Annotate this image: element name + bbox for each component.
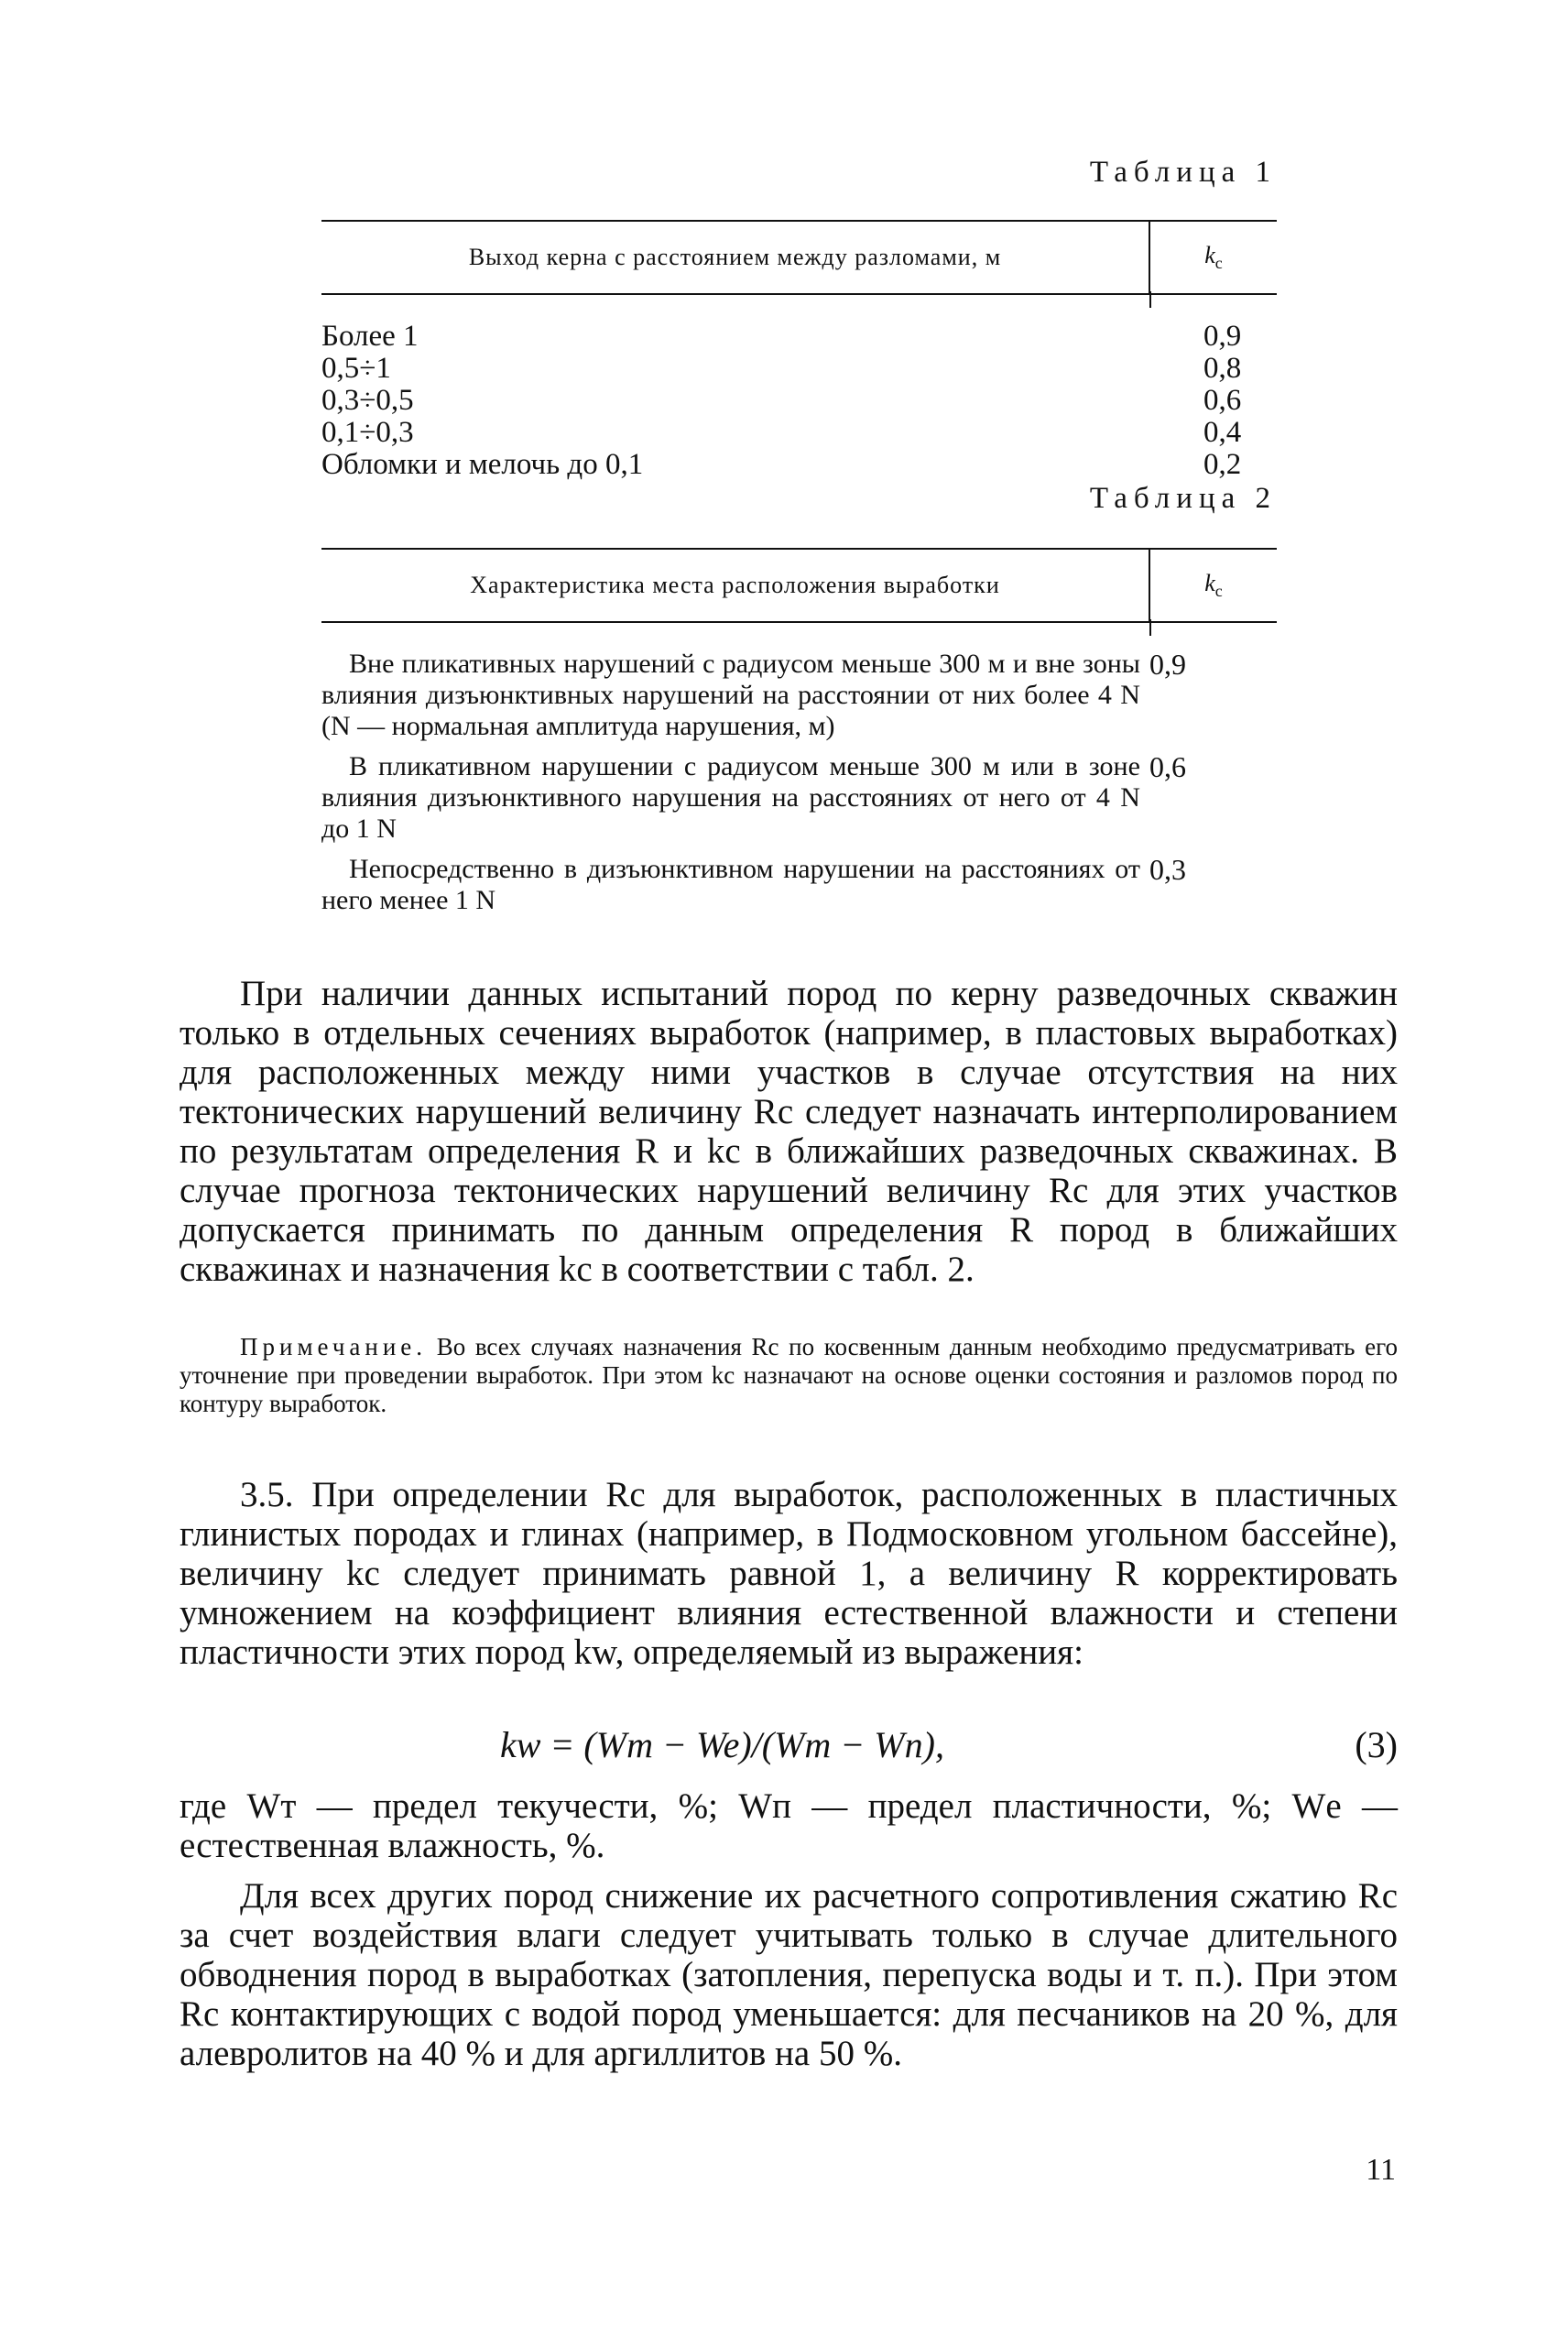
table2-row-label: Вне пликативных нарушений с радиусом меньше 300 м и вне зоны влияния дизъюнктивных нарушений на расстоянии от них более 4 N (N — нормальная амплитуда нарушения, м)	[321, 649, 1140, 741]
table1-row-value: 0,8	[1203, 352, 1242, 385]
table2-header-col2: $k_c$	[1204, 569, 1223, 601]
table1-header-col2: $k_c$	[1204, 241, 1223, 273]
table1-row-value: 0,2	[1203, 448, 1242, 481]
paragraph-1-text: При наличии данных испытаний пород по керну разведочных скважин только в отдельных сечениях выработок (например, в пластовых выработках) для расположенных между ними участков в случае отсутствия на них тектонических нарушений величину Rc следует назначать интерполированием по результатам определения R и kc в ближайших разведочных скважинах. В случае прогноза тектонических нарушений величину Rc для этих участков допускается принимать по данным определения R пород в ближайших скважинах и назначения kc в соответствии с табл. 2.	[180, 974, 1398, 1289]
table2-row-label: В пликативном нарушении с радиусом меньше 300 м или в зоне влияния дизъюнктивного нарушения на расстояниях от него от 4 N до 1 N	[321, 751, 1140, 844]
formula-number: (3)	[1355, 1724, 1398, 1765]
table1-row-label: 0,3÷0,5	[321, 384, 414, 417]
table2-header	[321, 548, 1277, 623]
paragraph-4-text: Для всех других пород снижение их расчетного сопротивления сжатию Rc за счет воздействия влаги следует учитывать только в случае длительного обводнения пород в выработках (затопления, перепуска воды и т. п.). При этом Rc контактирующих с водой пород уменьшается: для песчаников на 20 %, для алевролитов на 40 % и для аргиллитов на 50 %.	[180, 1876, 1398, 2073]
table2-row-value: 0,6	[1149, 750, 1186, 783]
table1-row-label: 0,1÷0,3	[321, 416, 414, 449]
table2-row-value: 0,9	[1149, 648, 1186, 681]
table-row	[321, 449, 1277, 481]
table1-row-label: 0,5÷1	[321, 352, 391, 385]
paragraph-4	[180, 1876, 1398, 2073]
paragraph-3-text: где Wт — предел текучести, %; Wп — предел пластичности, %; Wе — естественная влажность, %.	[180, 1786, 1398, 1865]
table1-divider-tick	[1149, 291, 1151, 308]
table1-header-col1: Выход керна с расстоянием между разломами, м	[321, 222, 1150, 293]
table-row	[321, 385, 1277, 417]
table-row	[321, 751, 1277, 845]
table2-caption: Таблица 2	[1089, 482, 1277, 515]
table2-row-value: 0,3	[1149, 853, 1186, 886]
paragraph-2	[180, 1475, 1398, 1672]
table1-caption: Таблица 1	[1089, 156, 1277, 189]
table2-row-label: Непосредственно в дизъюнктивном нарушении на расстояниях от него менее 1 N	[321, 854, 1140, 915]
table1-header	[321, 220, 1277, 295]
table2-body	[321, 649, 1277, 925]
table-row	[321, 649, 1277, 742]
formula-expression: kw = (Wт − We)/(Wт − Wп),	[500, 1724, 944, 1765]
table-row	[321, 353, 1277, 385]
table1	[321, 220, 1277, 295]
table1-row-value: 0,4	[1203, 416, 1242, 449]
table-row	[321, 417, 1277, 449]
table1-body	[321, 321, 1277, 481]
paragraph-1	[180, 974, 1398, 1289]
note-label: Примечание.	[240, 1333, 428, 1360]
paragraph-2-text: 3.5. При определении Rc для выработок, расположенных в пластичных глинистых породах и глинах (например, в Подмосковном угольном бассейне), величину kc следует принимать равной 1, а величину R корректировать умножением на коэффициент влияния естественной влажности и степени пластичности этих пород kw, определяемый из выражения:	[180, 1475, 1398, 1672]
table2-divider-tick	[1149, 619, 1151, 636]
page-number: 11	[1366, 2153, 1396, 2187]
table1-row-label: Более 1	[321, 320, 419, 353]
table1-row-value: 0,6	[1203, 384, 1242, 417]
table2-header-col1: Характеристика места расположения выработки	[321, 550, 1150, 621]
table1-row-label: Обломки и мелочь до 0,1	[321, 448, 644, 481]
note	[180, 1333, 1398, 1418]
table2	[321, 548, 1277, 623]
table-row	[321, 321, 1277, 353]
paragraph-3	[180, 1786, 1398, 1865]
note-text: Во всех случаях назначения Rc по косвенным данным необходимо предусматривать его уточнение при проведении выработок. При этом kc назначают на основе оценки состояния и разломов пород по контуру выработок.	[180, 1333, 1399, 1417]
table-row	[321, 854, 1277, 916]
table1-row-value: 0,9	[1203, 320, 1242, 353]
